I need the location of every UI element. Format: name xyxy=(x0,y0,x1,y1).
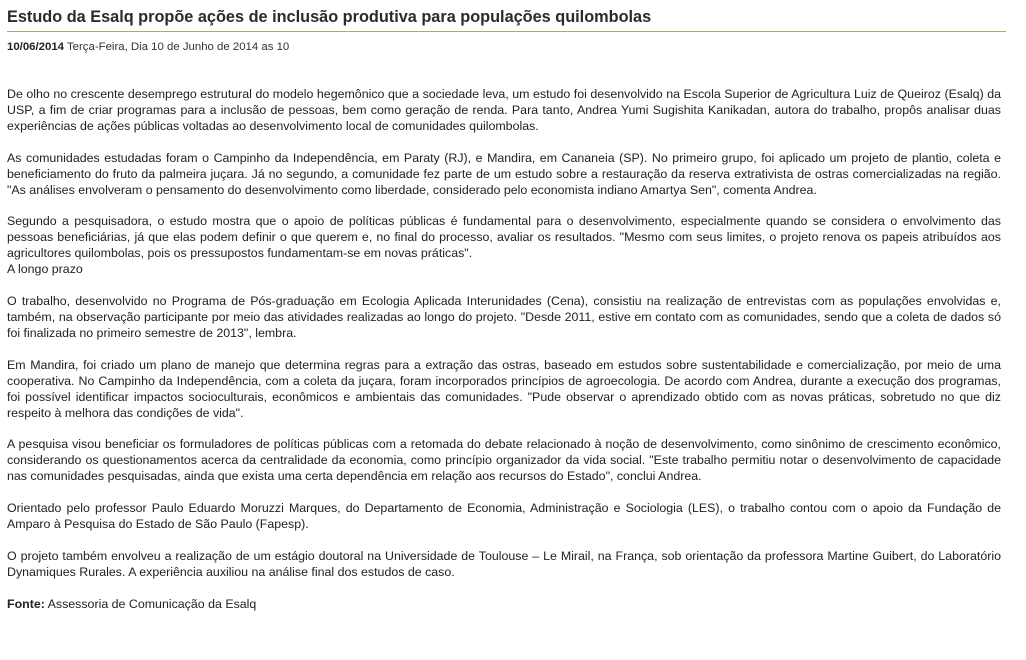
article-paragraph: O trabalho, desenvolvido no Programa de Pós-graduação em Ecologia Aplicada Interunidades (Cena), consistiu na realização de entrevistas com as populações envolvidas e, também, na observação participante por meio das atividades realizadas ao longo do projeto. "Desde 2011, estive em contato com as comunidades, sendo que a coleta de dados só foi finalizada no primeiro semestre de 2013", lembra. xyxy=(7,294,1001,340)
source-label: Fonte: xyxy=(7,596,45,611)
source-text: Assessoria de Comunicação da Esalq xyxy=(47,596,257,611)
article-paragraph: As comunidades estudadas foram o Campinho da Independência, em Paraty (RJ), e Mandira, em Cananeia (SP). No primeiro grupo, foi aplicado um projeto de plantio, coleta e beneficiamento do fruto da palmeira juçara. Já no segundo, a comunidade fez parte de um estudo sobre a restauração da reserva extrativista de ostras comercializadas na região. "As análises envolveram o pensamento do desenvolvimento como liberdade, considerado pelo economista indiano Amartya Sen", comenta Andrea. xyxy=(7,150,1001,197)
article-date: 10/06/2014 xyxy=(7,41,65,53)
article-paragraph: Orientado pelo professor Paulo Eduardo Moruzzi Marques, do Departamento de Economia, Administração e Sociologia (LES), o trabalho contou com o apoio da Fundação de Amparo à Pesquisa do Estado de São Paulo (Fapesp). xyxy=(7,501,1001,532)
article-date-long: Terça-Feira, Dia 10 de Junho de 2014 as 10 xyxy=(66,41,290,53)
article-paragraph: De olho no crescente desemprego estrutural do modelo hegemônico que a sociedade leva, um estudo foi desenvolvido na Escola Superior de Agricultura Luiz de Queiroz (Esalq) da USP, a fim de criar programas para a inclusão de pessoas, bem como geração de renda. Para tanto, Andrea Yumi Sugishita Kanikadan, autora do trabalho, propôs analisar duas experiências de ações públicas voltadas ao desenvolvimento local de comunidades quilombolas. xyxy=(7,87,1001,133)
article-source xyxy=(7,597,1001,613)
article-paragraph: A pesquisa visou beneficiar os formuladores de políticas públicas com a retomada do debate relacionado à noção de desenvolvimento, como sinônimo de crescimento econômico, considerando os questionamentos acerca da centralidade da economia, como princípio organizador da vida social. "Este trabalho permitiu notar o desenvolvimento de capacidade nas comunidades pesquisadas, ainda que exista uma certa dependência em relação aos recursos do Estado", conclui Andrea. xyxy=(7,437,1001,484)
article-body xyxy=(7,87,1001,613)
article-paragraph: Segundo a pesquisadora, o estudo mostra que o apoio de políticas públicas é fundamental para o desenvolvimento, especialmente quando se considera o envolvimento das pessoas beneficiárias, já que elas podem definir o que querem e, no final do processo, avaliar os resultados. "Mesmo com seus limites, o projeto renova os papeis atribuídos aos agricultores quilombolas, pois os pressupostos fundamentam-se em novas práticas". xyxy=(7,214,1001,261)
article-subheading: A longo prazo xyxy=(7,262,83,277)
article-paragraph: O projeto também envolveu a realização de um estágio doutoral na Universidade de Toulouse – Le Mirail, na França, sob orientação da professora Martine Guibert, do Laboratório Dynamiques Rurales. A experiência auxiliou na análise final dos estudos de caso. xyxy=(7,548,1001,579)
title-divider xyxy=(7,31,1006,32)
article-title: Estudo da Esalq propõe ações de inclusão produtiva para populações quilombolas xyxy=(7,8,652,26)
article-dateline xyxy=(7,40,1002,54)
article-paragraph: Em Mandira, foi criado um plano de manejo que determina regras para a extração das ostras, baseado em estudos sobre sustentabilidade e comercialização, por meio de uma cooperativa. No Campinho da Independência, com a coleta da juçara, foram incorporados princípios de agroecologia. De acordo com Andrea, durante a execução dos programas, foi possível identificar impactos socioculturais, econômicos e ambientais das comunidades. "Pude observar o aprendizado obtido com as novas práticas, sobretudo no que diz respeito à melhora das condições de vida". xyxy=(7,357,1001,420)
